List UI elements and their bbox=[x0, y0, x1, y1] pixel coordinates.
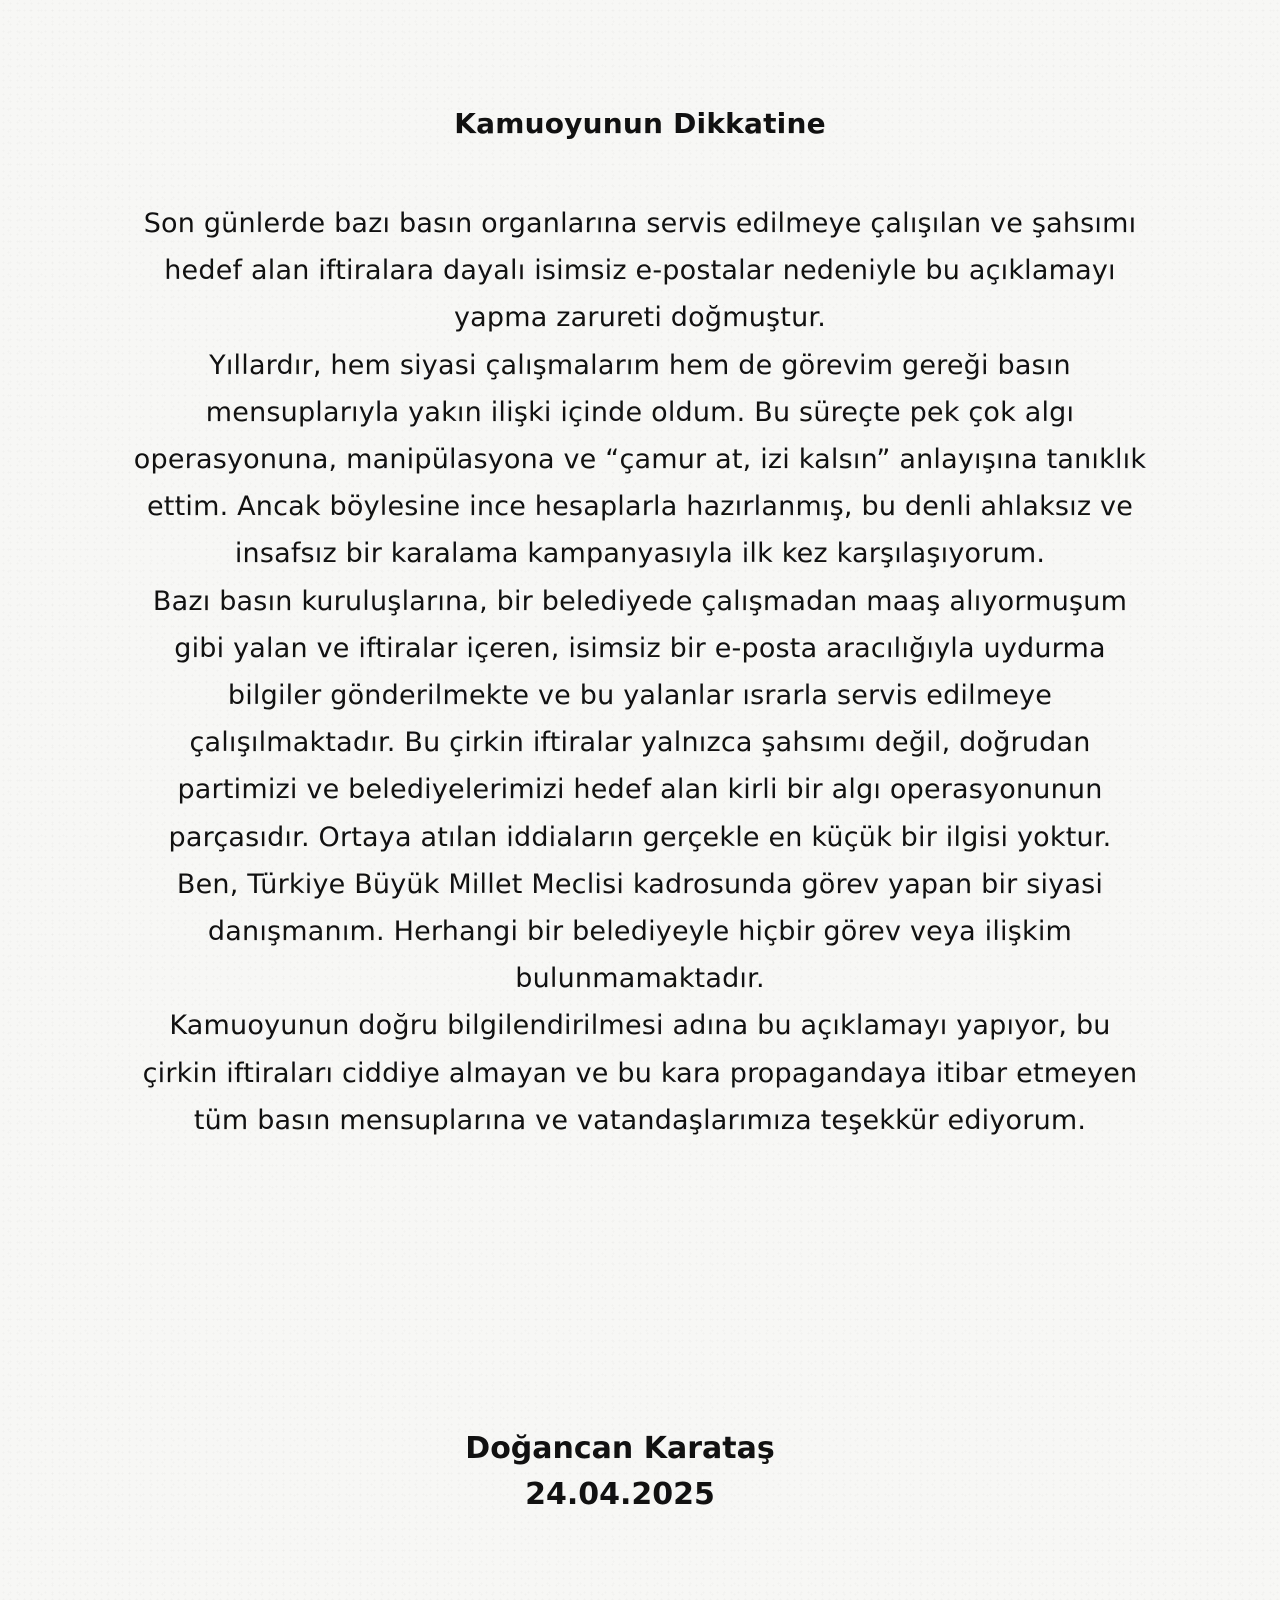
signature-name: Doğancan Karataş bbox=[465, 1431, 775, 1466]
statement-body bbox=[130, 200, 1150, 1144]
paragraph-1: Son günlerde bazı basın organlarına servis edilmeye çalışılan ve şahsımı hedef alan iftiralara dayalı isimsiz e-postalar nedeniyle bu açıklamayı yapma zarureti doğmuştur. bbox=[143, 208, 1137, 334]
paragraph-5: Kamuoyunun doğru bilgilendirilmesi adına bu açıklamayı yapıyor, bu çirkin iftiraları ciddiye almayan ve bu kara propagandaya itibar etmeyen tüm basın mensuplarına ve vatandaşlarımıza teşekkür ediyorum. bbox=[142, 1010, 1138, 1136]
signature-block bbox=[0, 1426, 1240, 1518]
paragraph-3: Bazı basın kuruluşlarına, bir belediyede çalışmadan maaş alıyormuşum gibi yalan ve iftiralar içeren, isimsiz bir e-posta aracılığıyla uydurma bilgiler gönderilmekte ve bu yalanlar ısrarla servis edilmeye çalışılmaktadır. Bu çirkin iftiralar yalnızca şahsımı değil, doğrudan partimizi ve belediyelerimizi hedef alan kirli bir algı operasyonunun parçasıdır. Ortaya atılan iddiaların gerçekle en küçük bir ilgisi yoktur. bbox=[152, 585, 1128, 853]
statement-title: Kamuoyunun Dikkatine bbox=[454, 107, 826, 140]
signature-date: 24.04.2025 bbox=[525, 1477, 715, 1512]
paragraph-4: Ben, Türkiye Büyük Millet Meclisi kadrosunda görev yapan bir siyasi danışmanım. Herhangi bir belediyeyle hiçbir görev veya ilişkim bulunmamaktadır. bbox=[176, 868, 1104, 995]
paragraph-2: Yıllardır, hem siyasi çalışmalarım hem de görevim gereği basın mensuplarıyla yakın ilişki içinde oldum. Bu süreçte pek çok algı operasyonuna, manipülasyona ve “çamur at, izi kalsın” anlayışına tanıklık ettim. Ancak böylesine ince hesaplarla hazırlanmış, bu denli ahlaksız ve insafsız bir karalama kampanyasıyla ilk kez karşılaşıyorum. bbox=[133, 349, 1147, 570]
